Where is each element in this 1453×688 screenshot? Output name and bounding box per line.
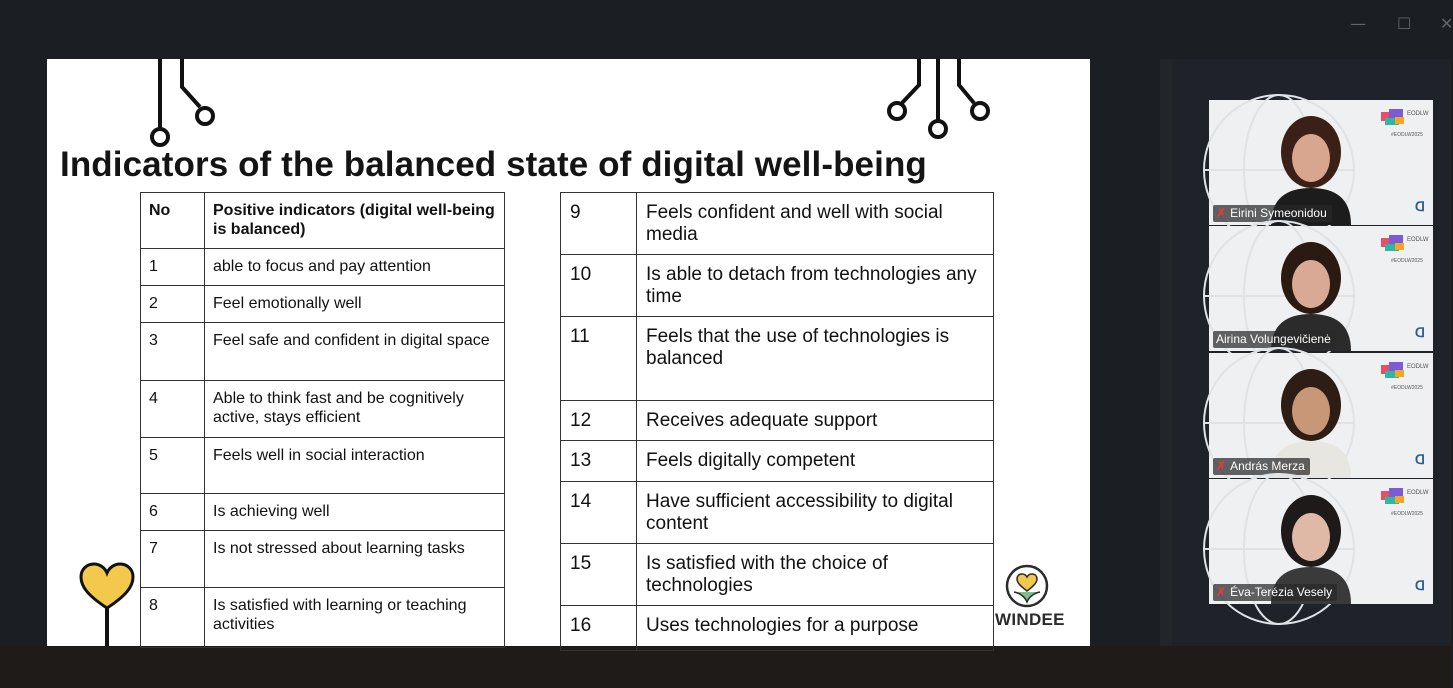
participant-name: András Merza [1230, 459, 1305, 473]
organization-logo-icon: ᗡ [1415, 578, 1425, 593]
participant-tile[interactable] [1209, 353, 1433, 478]
positive-indicators-table-continued [560, 192, 994, 651]
eodlw-logo-icon [1381, 487, 1429, 521]
participant-name-badge [1213, 331, 1336, 348]
row-number: 4 [141, 381, 205, 438]
stage-divider [1160, 59, 1172, 646]
row-number: 14 [561, 482, 637, 544]
row-number: 12 [561, 401, 637, 441]
row-number: 11 [561, 317, 637, 401]
row-text: Uses technologies for a purpose [637, 606, 994, 651]
row-text: Feels well in social interaction [205, 438, 505, 494]
eodlw-logo-tag: #EODLW2025 [1391, 132, 1423, 138]
minimize-icon[interactable]: — [1350, 14, 1366, 33]
row-number: 1 [141, 249, 205, 286]
row-number: 10 [561, 255, 637, 317]
row-number: 6 [141, 494, 205, 531]
row-text: Is satisfied with the choice of technologies [637, 544, 994, 606]
row-text: Feel safe and confident in digital space [205, 323, 505, 381]
shared-slide [47, 59, 1090, 646]
participant-name: Éva-Terézia Vesely [1230, 585, 1333, 599]
eodlw-logo-icon [1381, 234, 1429, 268]
organization-logo-icon: ᗡ [1415, 452, 1425, 467]
mic-muted-icon: ✗ [1216, 206, 1227, 220]
eodlw-logo-tag: #EODLW2025 [1391, 511, 1423, 517]
slide-title: Indicators of the balanced state of digital well-being [60, 145, 927, 184]
bottom-toolbar [0, 646, 1451, 688]
row-text: Feels confident and well with social media [637, 193, 994, 255]
participant-name: Airina Volungevičienė [1216, 332, 1331, 346]
windee-logo-icon [1004, 562, 1050, 610]
eodlw-logo-icon [1381, 361, 1429, 395]
circuit-decoration-left-icon [142, 59, 232, 151]
row-number: 16 [561, 606, 637, 651]
positive-indicators-table [140, 192, 505, 648]
row-text: Is achieving well [205, 494, 505, 531]
circuit-decoration-right-icon [882, 59, 997, 141]
table-header-label: Positive indicators (digital well-being is balanced) [205, 193, 505, 249]
mic-muted-icon: ✗ [1216, 585, 1227, 599]
participant-tile[interactable] [1209, 226, 1433, 351]
heart-icon [79, 562, 135, 646]
row-text: Feels that the use of technologies is balanced [637, 317, 994, 401]
organization-logo-icon: ᗡ [1415, 325, 1425, 340]
row-number: 15 [561, 544, 637, 606]
participant-tile[interactable] [1209, 479, 1433, 604]
participant-name: Eirini Symeonidou [1230, 206, 1327, 220]
row-text: Have sufficient accessibility to digital content [637, 482, 994, 544]
eodlw-logo-name: EODLW [1407, 364, 1429, 370]
organization-logo-icon: ᗡ [1415, 199, 1425, 214]
eodlw-logo-tag: #EODLW2025 [1391, 258, 1423, 264]
window-titlebar [0, 0, 1451, 59]
row-number: 3 [141, 323, 205, 381]
row-text: able to focus and pay attention [205, 249, 505, 286]
row-number: 9 [561, 193, 637, 255]
row-text: Able to think fast and be cognitively active, stays efficient [205, 381, 505, 438]
eodlw-logo-name: EODLW [1407, 111, 1429, 117]
row-number: 13 [561, 441, 637, 482]
row-text: Is able to detach from technologies any time [637, 255, 994, 317]
eodlw-logo-tag: #EODLW2025 [1391, 385, 1423, 391]
row-number: 7 [141, 531, 205, 588]
row-text: Feel emotionally well [205, 286, 505, 323]
row-number: 5 [141, 438, 205, 494]
row-number: 2 [141, 286, 205, 323]
eodlw-logo-name: EODLW [1407, 237, 1429, 243]
maximize-icon[interactable]: ☐ [1397, 14, 1412, 33]
eodlw-logo-name: EODLW [1407, 490, 1429, 496]
row-text: Feels digitally competent [637, 441, 994, 482]
eodlw-logo-icon [1381, 108, 1429, 142]
row-text: Receives adequate support [637, 401, 994, 441]
participant-name-badge [1213, 458, 1310, 475]
table-header-no: No [141, 193, 205, 249]
row-text: Is satisfied with learning or teaching activities [205, 588, 505, 648]
mic-muted-icon: ✗ [1216, 459, 1227, 473]
participant-name-badge [1213, 205, 1332, 222]
participant-name-badge [1213, 584, 1337, 601]
participant-tile[interactable] [1209, 100, 1433, 225]
windee-logo-text: WINDEE [995, 610, 1065, 629]
row-number: 8 [141, 588, 205, 648]
close-icon[interactable]: ✕ [1440, 14, 1453, 33]
row-text: Is not stressed about learning tasks [205, 531, 505, 588]
